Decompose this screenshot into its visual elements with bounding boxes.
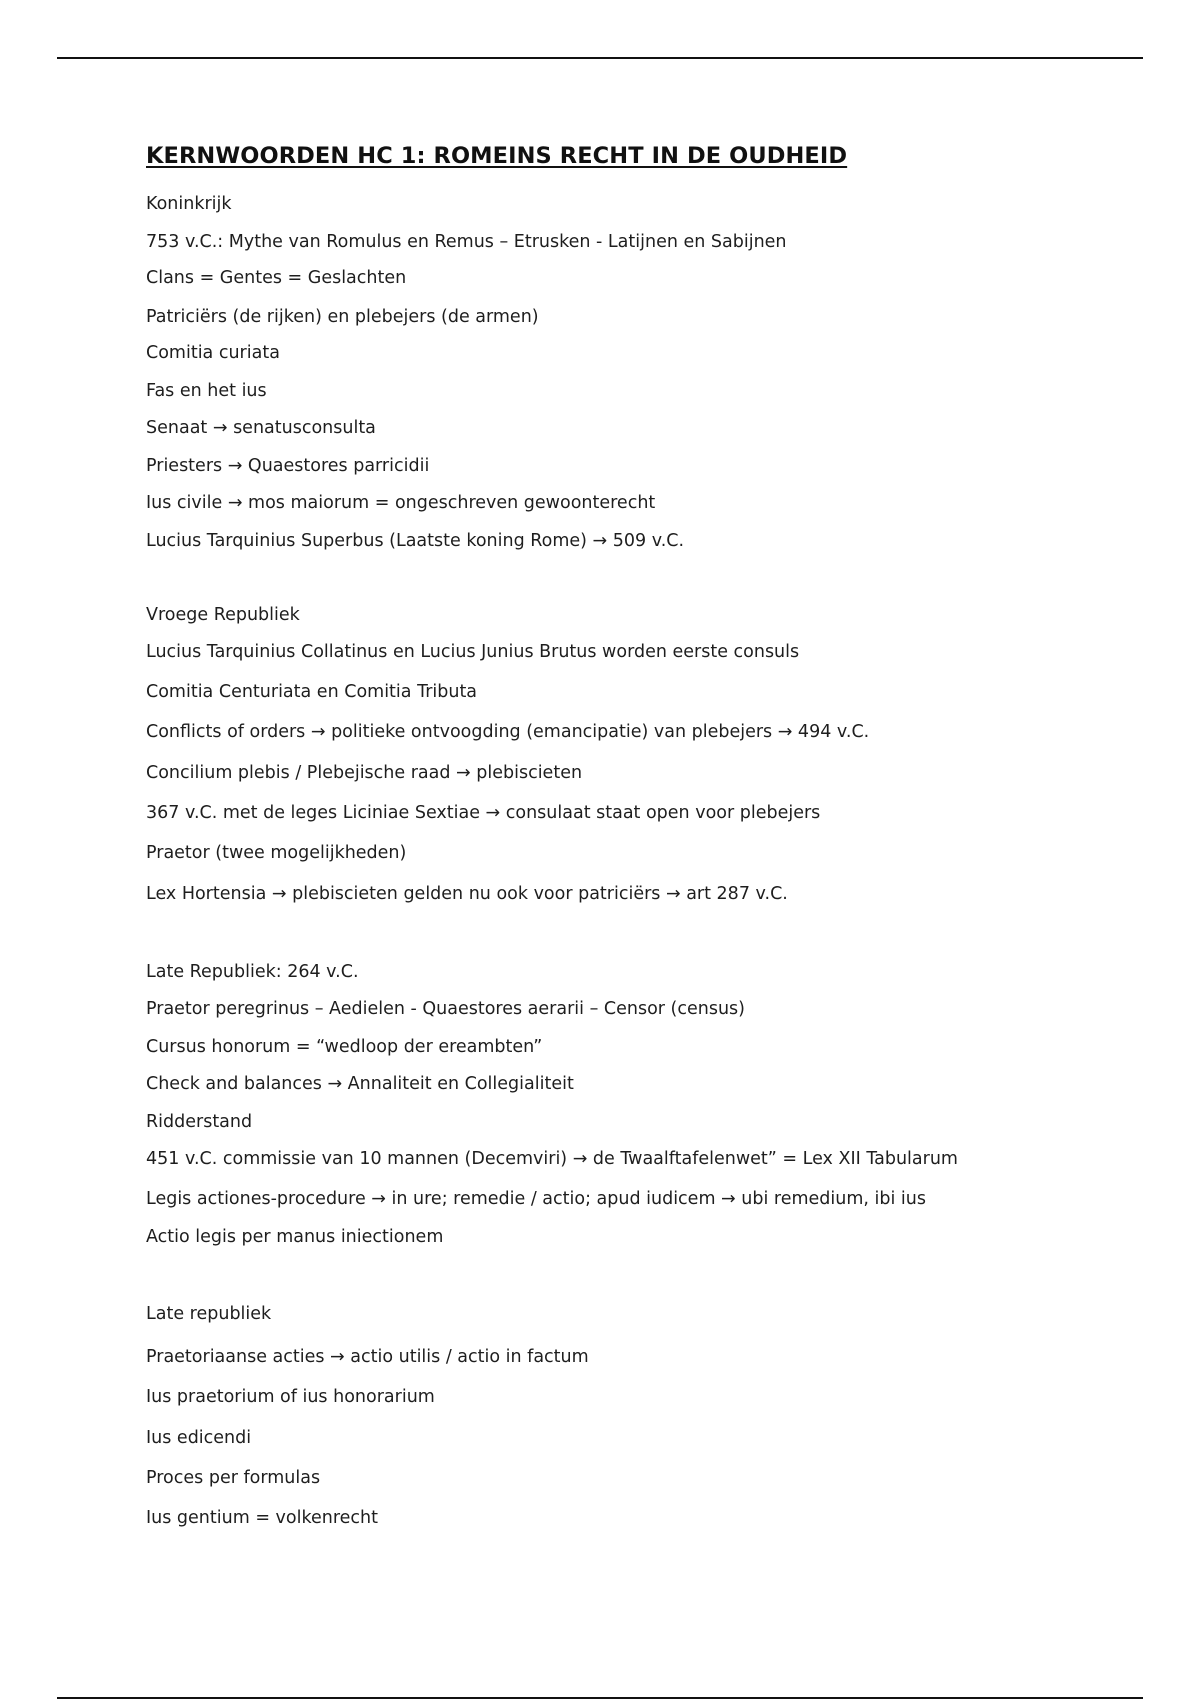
list-item: Clans = Gentes = Geslachten [146,268,407,288]
list-item: Senaat → senatusconsulta [146,418,376,438]
list-item: Priesters → Quaestores parricidii [146,456,430,476]
section-heading-late-republiek: Late republiek [146,1304,272,1324]
list-item: Proces per formulas [146,1468,321,1488]
list-item: Conflicts of orders → politieke ontvoogding (emancipatie) van plebejers → 494 v.C. [146,722,870,742]
list-item: Concilium plebis / Plebejische raad → plebiscieten [146,763,583,783]
list-item: Check and balances → Annaliteit en Collegialiteit [146,1074,574,1094]
list-item: Fas en het ius [146,381,267,401]
list-item: 451 v.C. commissie van 10 mannen (Decemviri) → de Twaalftafelenwet” = Lex XII Tabularum [146,1149,958,1169]
list-item: Praetoriaanse acties → actio utilis / actio in factum [146,1347,589,1367]
list-item: Ridderstand [146,1112,253,1132]
list-item: Cursus honorum = “wedloop der ereambten” [146,1037,543,1057]
list-item: Patriciërs (de rijken) en plebejers (de armen) [146,307,539,327]
list-item: Lucius Tarquinius Superbus (Laatste koning Rome) → 509 v.C. [146,531,685,551]
section-heading-vroege-republiek: Vroege Republiek [146,605,300,625]
list-item: 753 v.C.: Mythe van Romulus en Remus – Etrusken - Latijnen en Sabijnen [146,232,787,252]
list-item: Ius edicendi [146,1428,252,1448]
list-item: Comitia curiata [146,343,280,363]
list-item: Actio legis per manus iniectionem [146,1227,444,1247]
list-item: Ius civile → mos maiorum = ongeschreven gewoonterecht [146,493,656,513]
list-item: Lucius Tarquinius Collatinus en Lucius Junius Brutus worden eerste consuls [146,642,800,662]
list-item: Comitia Centuriata en Comitia Tributa [146,682,478,702]
list-item: Praetor (twee mogelijkheden) [146,843,407,863]
list-item: Lex Hortensia → plebiscieten gelden nu ook voor patriciërs → art 287 v.C. [146,884,788,904]
list-item: Ius gentium = volkenrecht [146,1508,378,1528]
section-heading-late-republiek-264: Late Republiek: 264 v.C. [146,962,359,982]
bottom-rule [57,1697,1143,1699]
list-item: 367 v.C. met de leges Liciniae Sextiae → consulaat staat open voor plebejers [146,803,821,823]
list-item: Praetor peregrinus – Aedielen - Quaestores aerarii – Censor (census) [146,999,745,1019]
section-heading-koninkrijk: Koninkrijk [146,194,232,214]
page-title: KERNWOORDEN HC 1: ROMEINS RECHT IN DE OUDHEID [146,143,848,169]
list-item: Ius praetorium of ius honorarium [146,1387,435,1407]
top-rule [57,57,1143,59]
list-item: Legis actiones-procedure → in ure; remedie / actio; apud iudicem → ubi remedium, ibi ius [146,1189,926,1209]
